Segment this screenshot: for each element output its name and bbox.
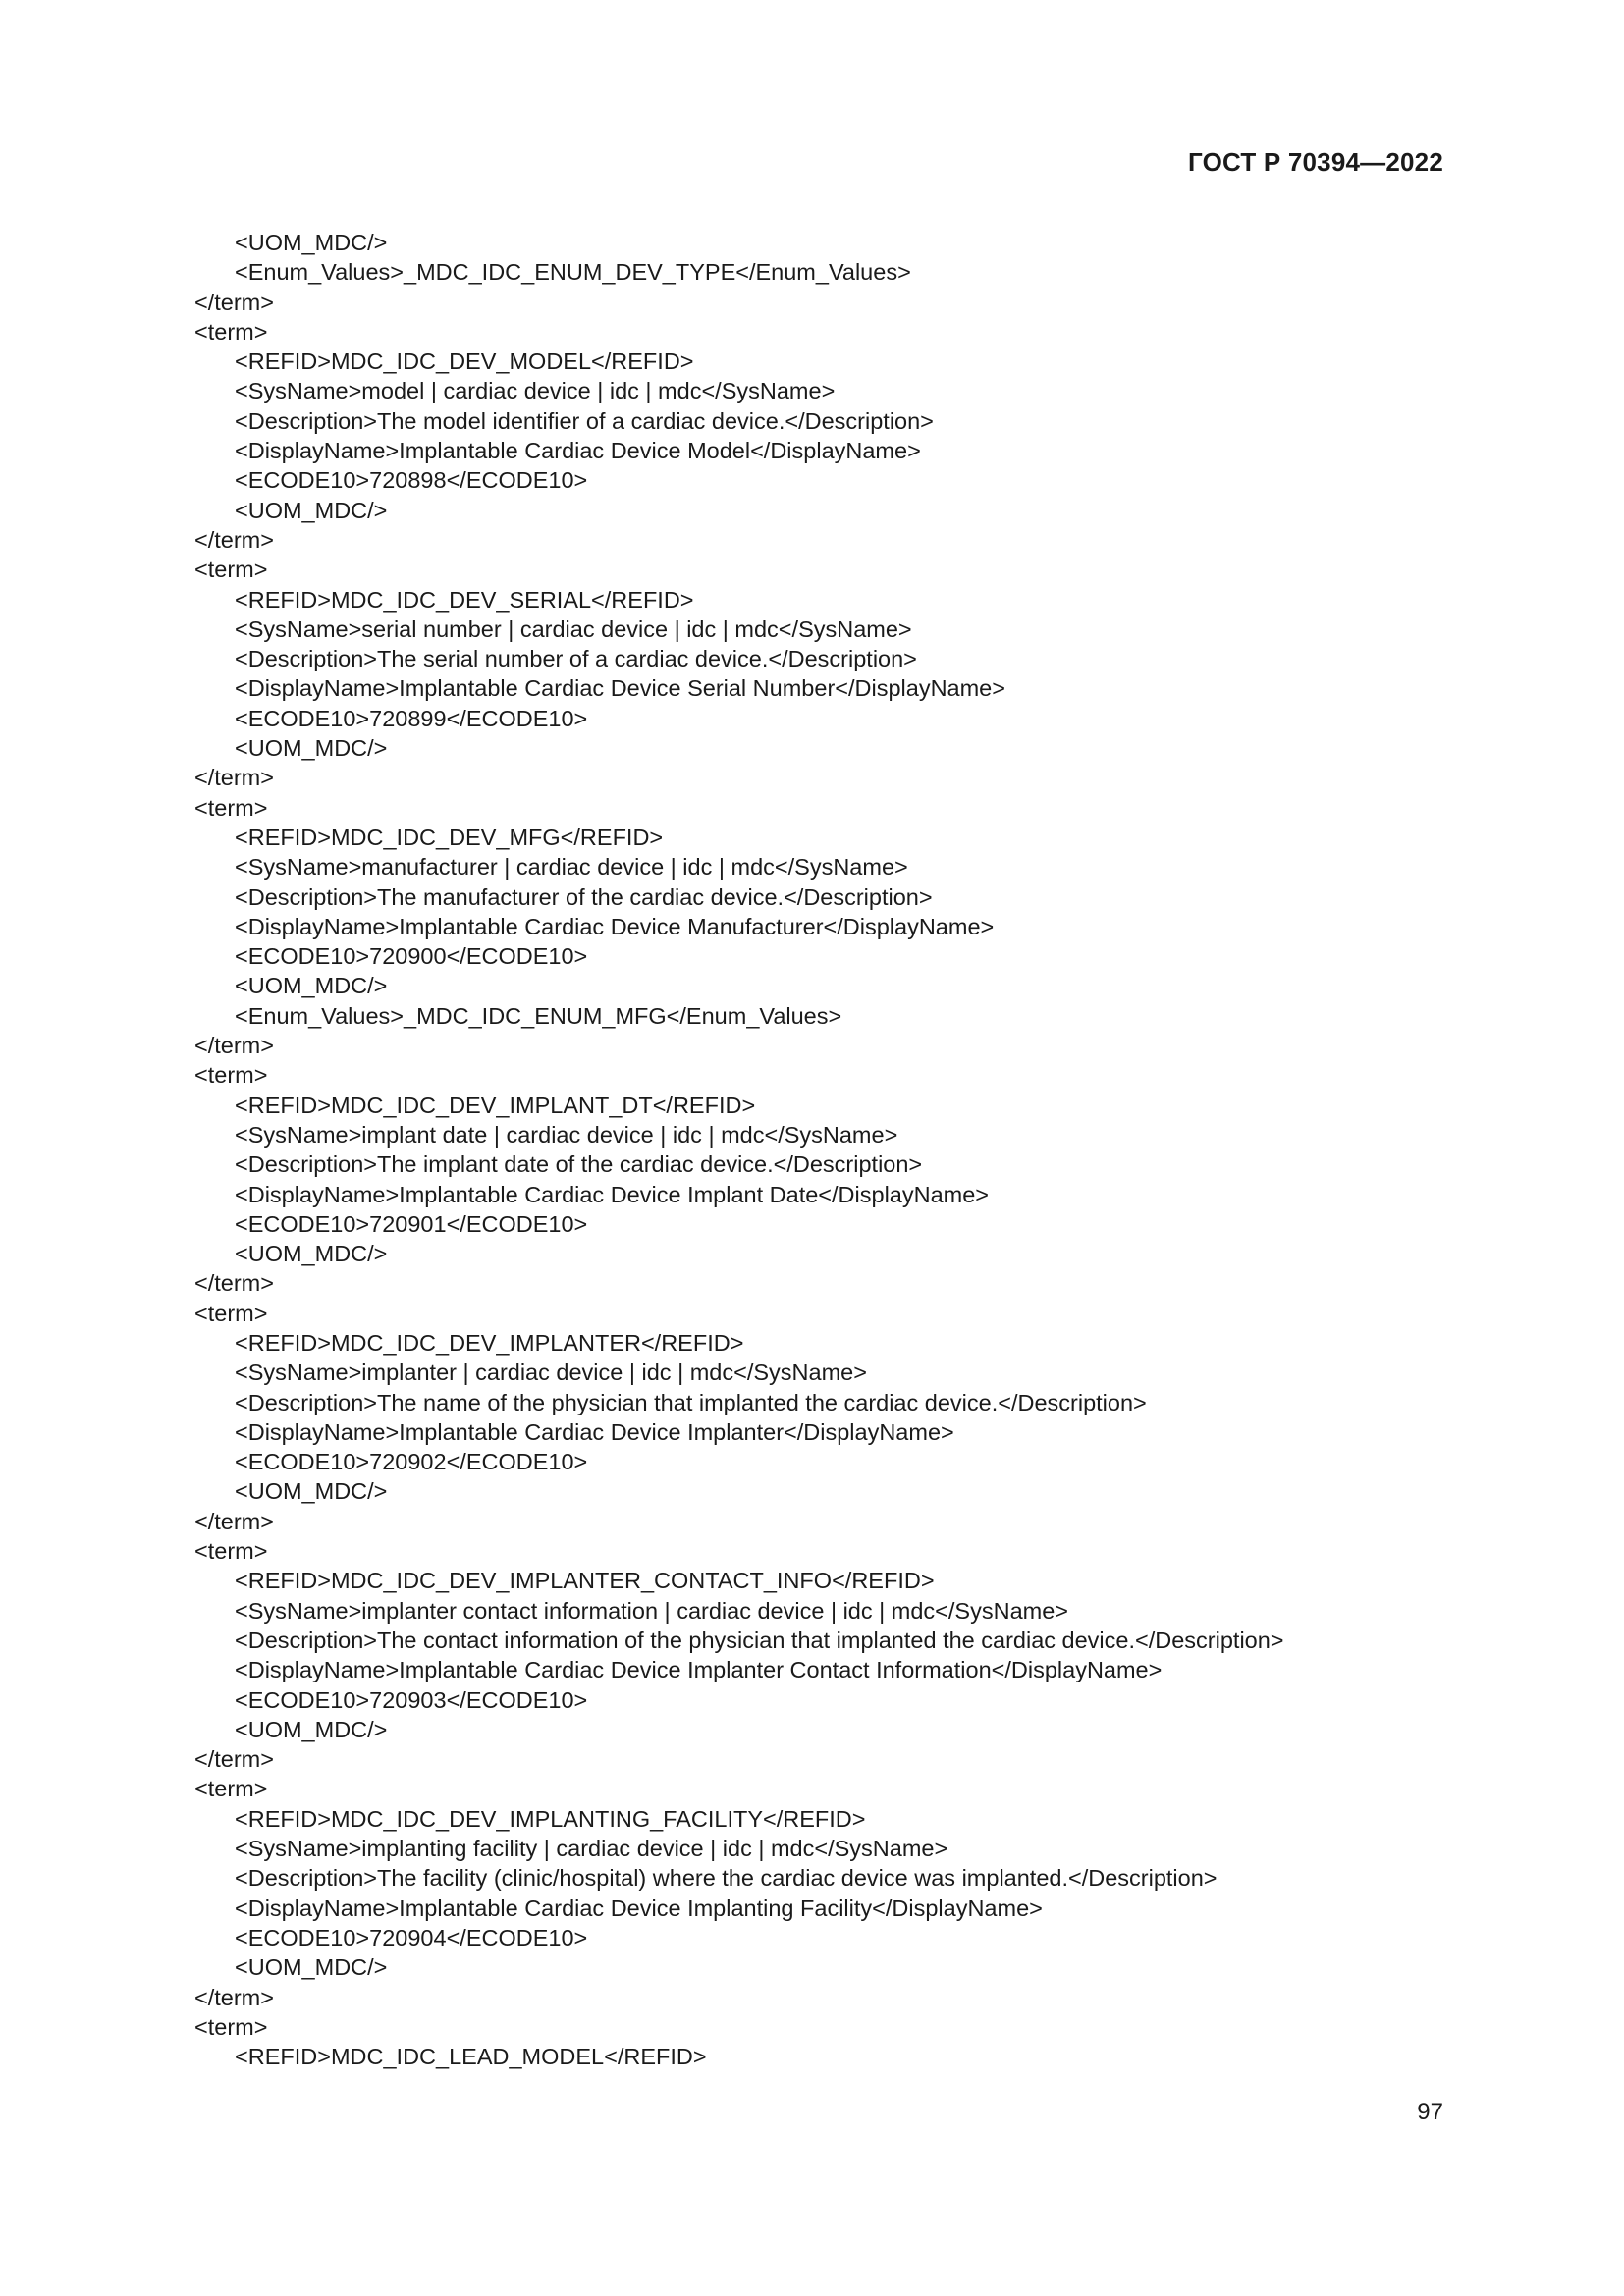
code-line: <Enum_Values>_MDC_IDC_ENUM_DEV_TYPE</Enum_Values> (235, 259, 911, 286)
code-line: </term> (194, 1270, 274, 1297)
code-line: <REFID>MDC_IDC_DEV_SERIAL</REFID> (235, 586, 694, 613)
code-line: </term> (194, 1033, 274, 1059)
code-line: <DisplayName>Implantable Cardiac Device Implanter</DisplayName> (235, 1418, 954, 1445)
code-line: <Description>The name of the physician that implanted the cardiac device.</Description> (235, 1389, 1147, 1415)
page-header-standard-id: ГОСТ Р 70394—2022 (1188, 147, 1443, 177)
code-line: <DisplayName>Implantable Cardiac Device Serial Number</DisplayName> (235, 675, 1005, 702)
code-line: <REFID>MDC_IDC_DEV_IMPLANTER_CONTACT_INFO</REFID> (235, 1568, 935, 1594)
code-line: <Description>The facility (clinic/hospital) where the cardiac device was implanted.</Description> (235, 1865, 1218, 1892)
code-line: <Description>The manufacturer of the cardiac device.</Description> (235, 883, 933, 910)
code-line: <UOM_MDC/> (235, 1716, 388, 1742)
code-line: <term> (194, 318, 268, 345)
code-line: <term> (194, 1062, 268, 1089)
code-line: <REFID>MDC_IDC_DEV_IMPLANTER</REFID> (235, 1329, 744, 1356)
code-line: <DisplayName>Implantable Cardiac Device Implanter Contact Information</DisplayName> (235, 1657, 1163, 1683)
code-line: </term> (194, 1746, 274, 1773)
code-line: <SysName>model | cardiac device | idc | mdc</SysName> (235, 378, 836, 404)
code-line: <ECODE10>720904</ECODE10> (235, 1924, 588, 1950)
code-line: <REFID>MDC_IDC_DEV_MFG</REFID> (235, 824, 664, 850)
code-line: <SysName>implant date | cardiac device | idc | mdc</SysName> (235, 1121, 898, 1148)
code-line: <SysName>implanting facility | cardiac device | idc | mdc</SysName> (235, 1836, 948, 1862)
code-line: </term> (194, 1508, 274, 1534)
code-line: <term> (194, 557, 268, 583)
code-line: <REFID>MDC_IDC_DEV_IMPLANTING_FACILITY</REFID> (235, 1805, 866, 1832)
code-line: <ECODE10>720902</ECODE10> (235, 1449, 588, 1475)
code-line: <Description>The contact information of the physician that implanted the cardiac device.</Description> (235, 1627, 1284, 1653)
code-line: <term> (194, 1776, 268, 1802)
code-line: <DisplayName>Implantable Cardiac Device Implant Date</DisplayName> (235, 1181, 990, 1207)
code-line: </term> (194, 1984, 274, 2010)
code-line: <ECODE10>720898</ECODE10> (235, 467, 588, 494)
code-line: </term> (194, 526, 274, 553)
code-line: <UOM_MDC/> (235, 973, 388, 999)
code-line: <term> (194, 1300, 268, 1326)
code-line: </term> (194, 289, 274, 315)
code-line: <ECODE10>720900</ECODE10> (235, 943, 588, 970)
code-line: <UOM_MDC/> (235, 1478, 388, 1505)
code-line: <Description>The implant date of the cardiac device.</Description> (235, 1151, 923, 1178)
code-line: <UOM_MDC/> (235, 1241, 388, 1267)
code-line: <DisplayName>Implantable Cardiac Device Implanting Facility</DisplayName> (235, 1895, 1043, 1921)
code-line: <REFID>MDC_IDC_DEV_MODEL</REFID> (235, 348, 694, 375)
code-line: <UOM_MDC/> (235, 1954, 388, 1981)
code-line: <term> (194, 2013, 268, 2040)
code-line: <UOM_MDC/> (235, 497, 388, 523)
code-line: <SysName>manufacturer | cardiac device | idc | mdc</SysName> (235, 854, 908, 881)
code-line: <ECODE10>720901</ECODE10> (235, 1210, 588, 1237)
code-line: <term> (194, 1538, 268, 1565)
code-line: <DisplayName>Implantable Cardiac Device Manufacturer</DisplayName> (235, 913, 995, 939)
code-line: <Enum_Values>_MDC_IDC_ENUM_MFG</Enum_Values> (235, 1002, 842, 1029)
code-line: <DisplayName>Implantable Cardiac Device Model</DisplayName> (235, 438, 921, 464)
code-line: <ECODE10>720899</ECODE10> (235, 705, 588, 731)
xml-code-block (194, 228, 1471, 2071)
code-line: <REFID>MDC_IDC_LEAD_MODEL</REFID> (235, 2044, 707, 2070)
code-line: <REFID>MDC_IDC_DEV_IMPLANT_DT</REFID> (235, 1092, 756, 1118)
code-line: <Description>The serial number of a cardiac device.</Description> (235, 646, 917, 672)
code-line: <UOM_MDC/> (235, 230, 388, 255)
code-line: <SysName>implanter contact information | cardiac device | idc | mdc</SysName> (235, 1597, 1069, 1624)
code-line: <term> (194, 794, 268, 821)
code-line: <Description>The model identifier of a cardiac device.</Description> (235, 407, 934, 434)
code-line: <UOM_MDC/> (235, 735, 388, 762)
code-line: <ECODE10>720903</ECODE10> (235, 1686, 588, 1713)
page-number: 97 (1417, 2099, 1443, 2125)
code-line: <SysName>serial number | cardiac device | idc | mdc</SysName> (235, 615, 912, 642)
code-line: <SysName>implanter | cardiac device | idc | mdc</SysName> (235, 1360, 867, 1386)
code-line: </term> (194, 765, 274, 791)
